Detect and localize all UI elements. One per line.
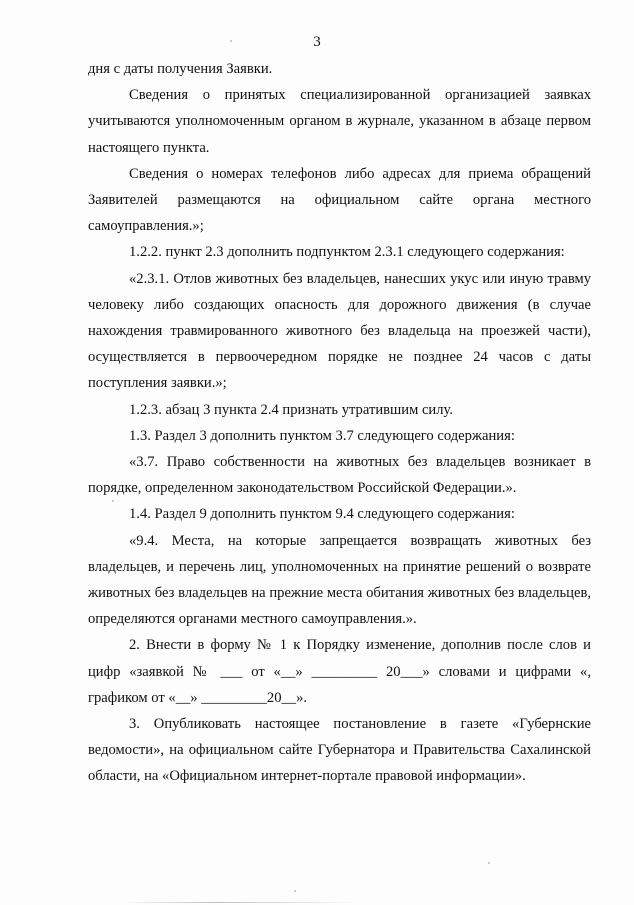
paragraph: «9.4. Места, на которые запрещается возвращать животных без владельцев, и перечень лиц, уполномоченных на принятие решений о возврате животных без владельцев на прежние места обитания животных без владельцев, определяются органами местного самоуправления.».	[88, 532, 591, 628]
paragraph: 3. Опубликовать настоящее постановление в газете «Губернские ведомости», на официальном сайте Губернатора и Правительства Сахалинской области, на «Официальном интернет-портале правовой информации».	[88, 716, 591, 785]
scan-edge-shadow	[120, 902, 360, 903]
page-number: 3	[313, 34, 321, 50]
scan-speck	[230, 40, 232, 42]
scan-speck	[488, 862, 490, 864]
paragraph: 2. Внести в форму № 1 к Порядку изменение, дополнив после слов и цифр «заявкой № ___ от «__» _________ 20___» словами и цифрами «, графиком от «__» _________20__».	[88, 637, 591, 706]
paragraph: 1.2.3. абзац 3 пункта 2.4 признать утратившим силу.	[129, 401, 454, 418]
paragraph: Сведения о принятых специализированной организацией заявках учитываются уполномоченным органом в журнале, указанном в абзаце первом настоящего пункта.	[88, 87, 591, 156]
paragraph: 1.4. Раздел 9 дополнить пунктом 9.4 следующего содержания:	[129, 506, 515, 523]
paragraph: 1.3. Раздел 3 дополнить пунктом 3.7 следующего содержания:	[129, 427, 515, 444]
paragraph: 1.2.2. пункт 2.3 дополнить подпунктом 2.3.1 следующего содержания:	[129, 244, 565, 261]
scan-speck	[112, 500, 114, 502]
paragraph-continuation: дня с даты получения Заявки.	[88, 61, 273, 77]
paragraph: Сведения о номерах телефонов либо адресах для приема обращений Заявителей размещаются на официальном сайте органа местного самоуправления.»;	[88, 165, 591, 235]
paragraph: «3.7. Право собственности на животных без владельцев возникает в порядке, определенном законодательством Российской Федерации.».	[88, 454, 591, 497]
scan-speck	[294, 890, 296, 892]
document-body	[88, 56, 591, 790]
paragraph: «2.3.1. Отлов животных без владельцев, нанесших укус или иную травму человеку либо создающих опасность для дорожного движения (в случае нахождения травмированного животного без владельца на проезжей части), осуществляется в первоочередном порядке не позднее 24 часов с даты поступления заявки.»;	[88, 270, 591, 392]
